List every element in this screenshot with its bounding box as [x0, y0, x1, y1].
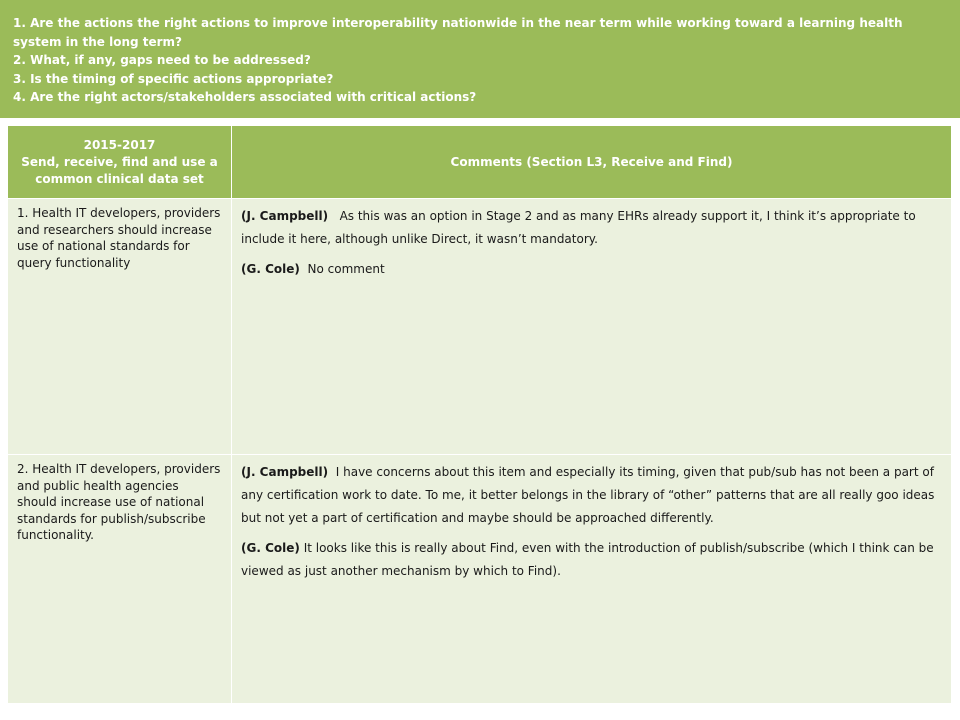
comment-text: It looks like this is really about Find, even with the introduction of publish/subscribe (which I think can be viewed as just another mechanism by which to Find).: [241, 541, 934, 578]
question-3: 3. Is the timing of specific actions appropriate?: [13, 71, 334, 86]
comments-table: [7, 125, 952, 704]
comment-author: (G. Cole): [241, 541, 300, 555]
comment: [241, 258, 942, 281]
comment-author: (G. Cole): [241, 262, 300, 276]
question-4: 4. Are the right actors/stakeholders associated with critical actions?: [13, 90, 477, 104]
question-1: 1. Are the actions the right actions to improve interoperability nationwide in the near term while working toward a learning health system in the long term?: [13, 16, 903, 49]
header-comments: Comments (Section L3, Receive and Find): [232, 126, 952, 199]
comments-cell: [232, 199, 952, 455]
table-row: [8, 455, 952, 704]
question-list: [13, 14, 943, 107]
comment-text: No comment: [307, 262, 385, 276]
question-2: 2. What, if any, gaps need to be addressed?: [13, 53, 311, 67]
action-text: 2. Health IT developers, providers and public health agencies should increase use of national standards for publish/subscribe functionality.: [17, 462, 221, 542]
header-goal: Send, receive, find and use a common clinical data set: [21, 154, 218, 186]
action-cell: [8, 199, 232, 455]
header-timeframe-cell: [8, 126, 232, 199]
comment: [241, 205, 942, 251]
comments-cell: [232, 455, 952, 704]
action-text: 1. Health IT developers, providers and researchers should increase use of national standards for query functionality: [17, 206, 221, 270]
questions-banner: [0, 0, 960, 118]
header-timeframe: 2015-2017: [83, 137, 156, 152]
comment-text: I have concerns about this item and especially its timing, given that pub/sub has not been a part of any certification work to date. To me, it better belongs in the library of “other” patterns that are all really goo ideas but not yet a part of certification and maybe should be approached differently.: [241, 465, 935, 525]
comment: [241, 537, 942, 583]
comment-text: As this was an option in Stage 2 and as many EHRs already support it, I think it’s appropriate to include it here, although unlike Direct, it wasn’t mandatory.: [241, 209, 916, 246]
table-header-row: [8, 126, 952, 199]
comment: [241, 461, 942, 530]
table-row: [8, 199, 952, 455]
comment-author: (J. Campbell): [241, 209, 329, 223]
action-cell: [8, 455, 232, 704]
comment-author: (J. Campbell): [241, 465, 329, 479]
